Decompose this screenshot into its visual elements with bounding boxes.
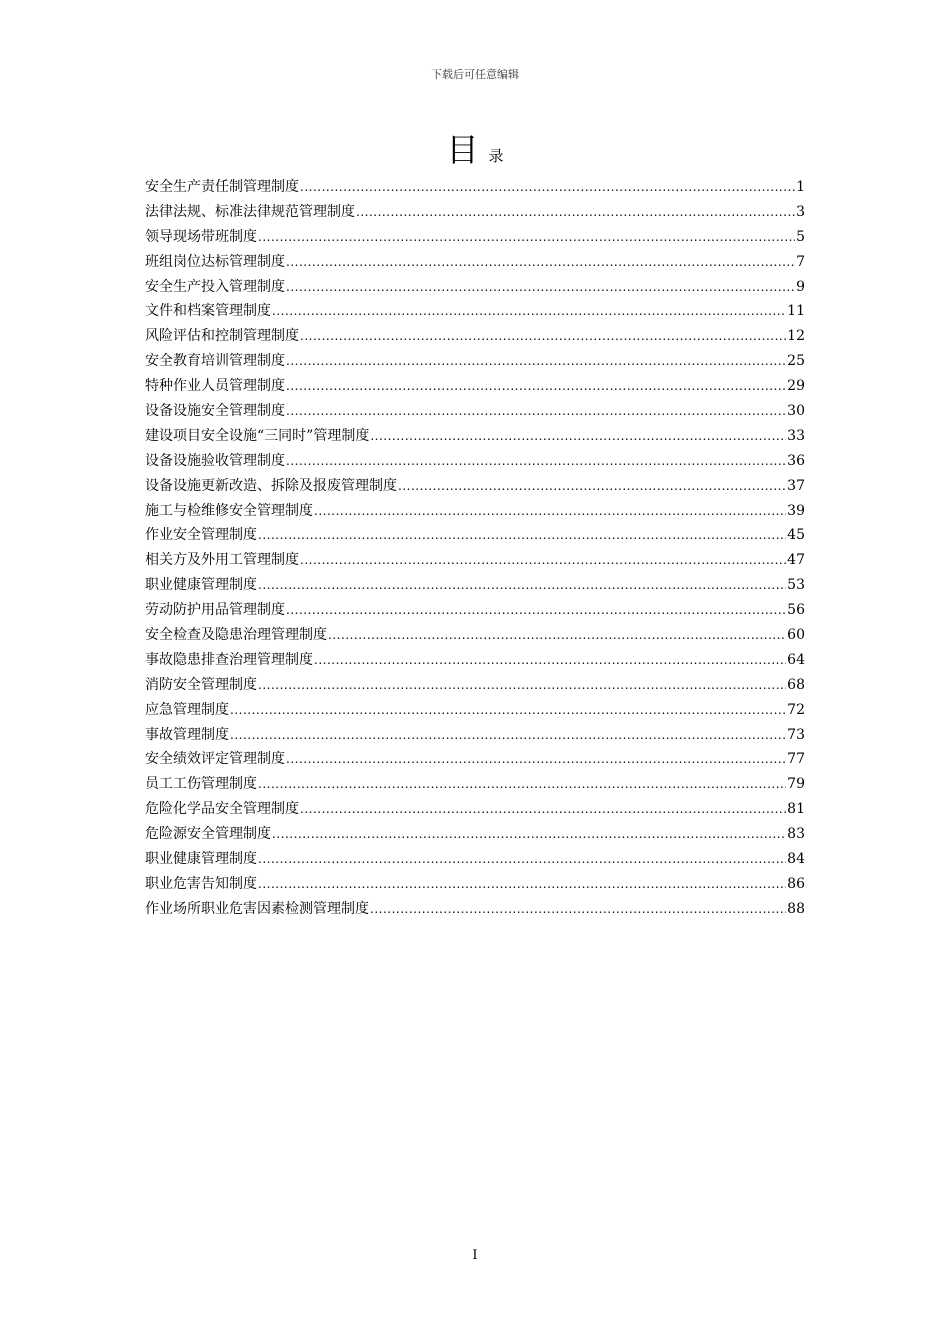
toc-dot-leader bbox=[258, 673, 786, 698]
toc-dot-leader bbox=[258, 523, 786, 548]
toc-entry-label: 安全绩效评定管理制度 bbox=[145, 751, 285, 768]
toc-entry[interactable] bbox=[145, 499, 805, 524]
toc-dot-leader bbox=[398, 474, 786, 499]
toc-entry-label: 职业危害告知制度 bbox=[145, 875, 257, 892]
toc-entry-page: 39 bbox=[787, 502, 805, 519]
toc-entry-page: 5 bbox=[796, 228, 805, 245]
toc-entry[interactable] bbox=[145, 598, 805, 623]
toc-dot-leader bbox=[286, 598, 786, 623]
toc-entry-label: 消防安全管理制度 bbox=[145, 676, 257, 693]
toc-entry[interactable] bbox=[145, 573, 805, 598]
toc-entry-label: 应急管理制度 bbox=[145, 701, 229, 718]
toc-dot-leader bbox=[230, 723, 786, 748]
toc-entry[interactable] bbox=[145, 822, 805, 847]
toc-dot-leader bbox=[258, 772, 786, 797]
toc-entry-label: 安全生产责任制管理制度 bbox=[145, 179, 299, 195]
toc-entry-page: 68 bbox=[787, 676, 805, 693]
toc-entry[interactable] bbox=[145, 250, 805, 275]
toc-dot-leader bbox=[300, 797, 786, 822]
toc-entry-page: 7 bbox=[796, 253, 805, 270]
toc-entry[interactable] bbox=[145, 548, 805, 573]
toc-entry-label: 劳动防护用品管理制度 bbox=[145, 602, 285, 619]
toc-dot-leader bbox=[356, 200, 795, 225]
toc-entry-page: 73 bbox=[787, 726, 805, 743]
toc-entry-label: 安全教育培训管理制度 bbox=[145, 353, 285, 370]
toc-entry-label: 特种作业人员管理制度 bbox=[145, 378, 285, 395]
toc-entry-label: 危险化学品安全管理制度 bbox=[145, 801, 299, 818]
toc-entry-label: 设备设施安全管理制度 bbox=[145, 403, 285, 420]
toc-entry-page: 25 bbox=[787, 353, 805, 370]
toc-list bbox=[145, 175, 805, 922]
toc-entry-page: 11 bbox=[787, 303, 805, 320]
toc-dot-leader bbox=[258, 872, 786, 897]
toc-dot-leader bbox=[328, 623, 786, 648]
toc-entry[interactable] bbox=[145, 374, 805, 399]
toc-entry-page: 84 bbox=[787, 851, 805, 868]
toc-entry[interactable] bbox=[145, 872, 805, 897]
toc-dot-leader bbox=[286, 449, 786, 474]
toc-entry-page: 60 bbox=[787, 627, 805, 644]
toc-entry-label: 法律法规、标准法律规范管理制度 bbox=[145, 203, 355, 220]
toc-entry[interactable] bbox=[145, 698, 805, 723]
toc-dot-leader bbox=[370, 897, 786, 922]
toc-entry[interactable] bbox=[145, 275, 805, 300]
toc-entry[interactable] bbox=[145, 772, 805, 797]
toc-dot-leader bbox=[314, 499, 786, 524]
toc-entry-label: 危险源安全管理制度 bbox=[145, 826, 271, 843]
toc-entry-page: 30 bbox=[787, 403, 805, 420]
toc-entry[interactable] bbox=[145, 723, 805, 748]
toc-entry[interactable] bbox=[145, 424, 805, 449]
toc-entry-page: 36 bbox=[787, 452, 805, 469]
toc-entry-label: 文件和档案管理制度 bbox=[145, 303, 271, 320]
toc-entry-page: 45 bbox=[787, 527, 805, 544]
toc-entry[interactable] bbox=[145, 797, 805, 822]
toc-dot-leader bbox=[286, 349, 786, 374]
toc-entry[interactable] bbox=[145, 225, 805, 250]
toc-entry-label: 安全生产投入管理制度 bbox=[145, 278, 285, 295]
toc-dot-leader bbox=[300, 548, 786, 573]
toc-entry-label: 设备设施验收管理制度 bbox=[145, 452, 285, 469]
toc-entry-label: 风险评估和控制管理制度 bbox=[145, 328, 299, 345]
toc-dot-leader bbox=[286, 374, 786, 399]
toc-entry-page: 56 bbox=[787, 602, 805, 619]
toc-entry[interactable] bbox=[145, 449, 805, 474]
toc-dot-leader bbox=[230, 698, 786, 723]
toc-entry-label: 相关方及外用工管理制度 bbox=[145, 552, 299, 569]
footer-page-number: I bbox=[472, 1248, 478, 1263]
toc-entry[interactable] bbox=[145, 747, 805, 772]
toc-entry-label: 领导现场带班制度 bbox=[145, 228, 257, 245]
toc-title bbox=[0, 130, 950, 176]
toc-dot-leader bbox=[300, 324, 786, 349]
toc-entry-label: 安全检查及隐患治理管理制度 bbox=[145, 627, 327, 644]
toc-entry-label: 职业健康管理制度 bbox=[145, 577, 257, 594]
toc-dot-leader bbox=[370, 424, 786, 449]
toc-entry-label: 事故管理制度 bbox=[145, 726, 229, 743]
toc-dot-leader bbox=[314, 648, 786, 673]
toc-entry-page: 37 bbox=[787, 477, 805, 494]
toc-entry-page: 3 bbox=[796, 203, 805, 220]
toc-title-sub: 录 bbox=[488, 147, 504, 165]
toc-entry-page: 83 bbox=[787, 826, 805, 843]
toc-dot-leader bbox=[286, 250, 795, 275]
toc-dot-leader bbox=[258, 225, 795, 250]
toc-entry[interactable] bbox=[145, 399, 805, 424]
toc-entry-page: 79 bbox=[787, 776, 805, 793]
toc-entry-page: 1 bbox=[796, 179, 805, 195]
toc-entry-label: 班组岗位达标管理制度 bbox=[145, 253, 285, 270]
toc-entry-page: 81 bbox=[787, 801, 805, 818]
toc-dot-leader bbox=[272, 299, 786, 324]
toc-entry[interactable] bbox=[145, 648, 805, 673]
toc-entry-label: 施工与检维修安全管理制度 bbox=[145, 502, 313, 519]
toc-entry-page: 86 bbox=[787, 875, 805, 892]
toc-entry-page: 9 bbox=[796, 278, 805, 295]
toc-entry-label: 员工工伤管理制度 bbox=[145, 776, 257, 793]
toc-entry-page: 53 bbox=[787, 577, 805, 594]
toc-entry[interactable] bbox=[145, 299, 805, 324]
toc-entry-page: 12 bbox=[787, 328, 805, 345]
toc-entry-page: 29 bbox=[787, 378, 805, 395]
toc-entry-page: 72 bbox=[787, 701, 805, 718]
toc-entry[interactable] bbox=[145, 673, 805, 698]
toc-entry[interactable] bbox=[145, 847, 805, 872]
toc-dot-leader bbox=[286, 399, 786, 424]
toc-entry[interactable] bbox=[145, 349, 805, 374]
toc-dot-leader bbox=[286, 275, 795, 300]
toc-entry[interactable] bbox=[145, 897, 805, 922]
toc-entry-label: 作业场所职业危害因素检测管理制度 bbox=[145, 900, 369, 917]
toc-entry-label: 职业健康管理制度 bbox=[145, 851, 257, 868]
toc-entry-page: 47 bbox=[787, 552, 805, 569]
toc-dot-leader bbox=[272, 822, 786, 847]
toc-entry-page: 64 bbox=[787, 651, 805, 668]
toc-entry-label: 事故隐患排查治理管理制度 bbox=[145, 651, 313, 668]
toc-dot-leader bbox=[300, 175, 795, 200]
toc-dot-leader bbox=[258, 847, 786, 872]
toc-entry-page: 33 bbox=[787, 427, 805, 444]
toc-dot-leader bbox=[258, 573, 786, 598]
header-note: 下载后可任意编辑 bbox=[431, 68, 519, 81]
toc-entry[interactable] bbox=[145, 623, 805, 648]
toc-entry-page: 88 bbox=[787, 900, 805, 917]
toc-entry-label: 作业安全管理制度 bbox=[145, 527, 257, 544]
toc-entry-label: 建设项目安全设施“三同时”管理制度 bbox=[145, 427, 370, 444]
toc-dot-leader bbox=[286, 747, 786, 772]
toc-entry-page: 77 bbox=[787, 751, 805, 768]
toc-title-main: 目 bbox=[446, 131, 479, 169]
toc-entry-label: 设备设施更新改造、拆除及报废管理制度 bbox=[145, 477, 397, 494]
toc-entry[interactable] bbox=[145, 200, 805, 225]
toc-entry[interactable] bbox=[145, 175, 805, 200]
toc-entry[interactable] bbox=[145, 474, 805, 499]
toc-entry[interactable] bbox=[145, 324, 805, 349]
toc-entry[interactable] bbox=[145, 523, 805, 548]
